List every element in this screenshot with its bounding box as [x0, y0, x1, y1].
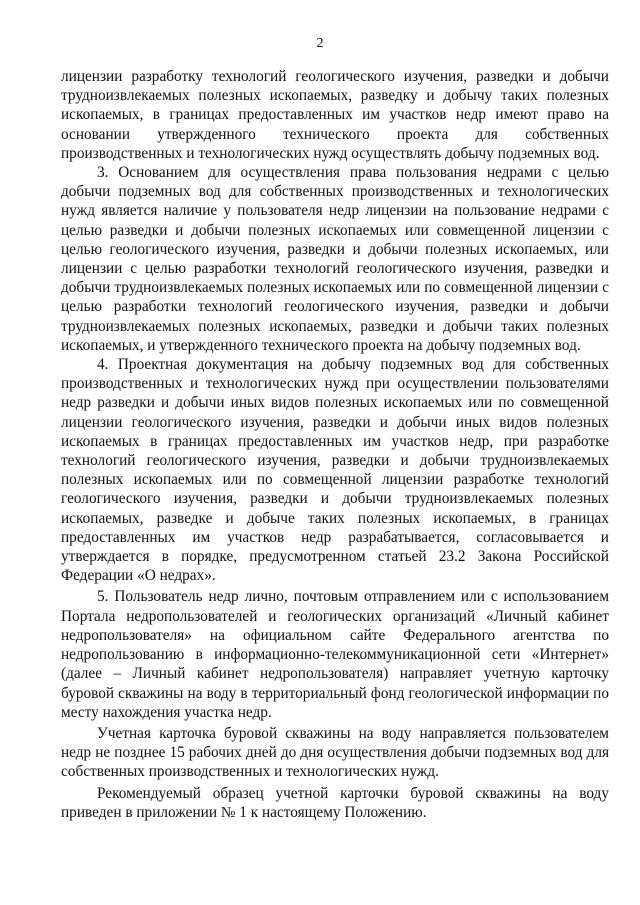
page-number: 2: [316, 36, 324, 51]
document-body: [61, 67, 609, 822]
paragraph-sample-reference: Рекомендуемый образец учетной карточки буровой скважины на воду приведен в приложении № 1 к настоящему Положению.: [61, 784, 609, 821]
paragraph-item-4: 4. Проектная документация на добычу подземных вод для собственных производственных и технологических нужд при осуществлении пользователями недр разведки и добычи иных видов полезных ископаемых или по совмещенной лицензии геологического изучения, разведки и добычи иных видов полезных ископаемых в границах предоставленных им участков недр, при разработке технологий геологического изучения, разведки и добычи трудноизвлекаемых полезных ископаемых или по совмещенной лицензии разработке технологий геологического изучения, разведки и добычи трудноизвлекаемых полезных ископаемых, разведке и добыче таких полезных ископаемых, в границах предоставленных им участков недр разрабатывается, согласовывается и утверждается в порядке, предусмотренном статьей 23.2 Закона Российской Федерации «О недрах».: [61, 356, 609, 585]
paragraph-item-5: 5. Пользователь недр лично, почтовым отправлением или с использованием Портала недропользователей и геологических организаций «Личный кабинет недропользователя» на официальном сайте Федерального агентства по недропользованию в информационно-телекоммуникационной сети «Интернет» (далее – Личный кабинет недропользователя) направляет учетную карточку буровой скважины на воду в территориальный фонд геологической информации по месту нахождения участка недр.: [61, 588, 609, 721]
paragraph-item-3: 3. Основанием для осуществления права пользования недрами с целью добычи подземных вод для собственных производственных и технологических нужд является наличие у пользователя недр лицензии на пользование недрами с целью разведки и добычи полезных ископаемых или совмещенной лицензии с целью геологического изучения, разведки и добычи полезных ископаемых, или лицензии с целью разработки технологий геологического изучения, разведки и добычи трудноизвлекаемых полезных ископаемых или по совмещенной лицензии с целью разработки технологий геологического изучения, разведки и добычи трудноизвлекаемых полезных ископаемых, разведки и добычи таких полезных ископаемых, и утвержденного технического проекта на добычу подземных вод.: [61, 164, 609, 354]
paragraph-submission-deadline: Учетная карточка буровой скважины на воду направляется пользователем недр не позднее 15 рабочих дней до дня осуществления добычи подземных вод для собственных производственных и технологических нужд.: [61, 724, 609, 781]
paragraph-continuation: лицензии разработку технологий геологического изучения, разведки и добычи трудноизвлекаемых полезных ископаемых, разведку и добычу таких полезных ископаемых, в границах предоставленных им участков недр имеют право на основании утвержденного технического проекта для собственных производственных и технологических нужд осуществлять добычу подземных вод.: [61, 68, 609, 162]
